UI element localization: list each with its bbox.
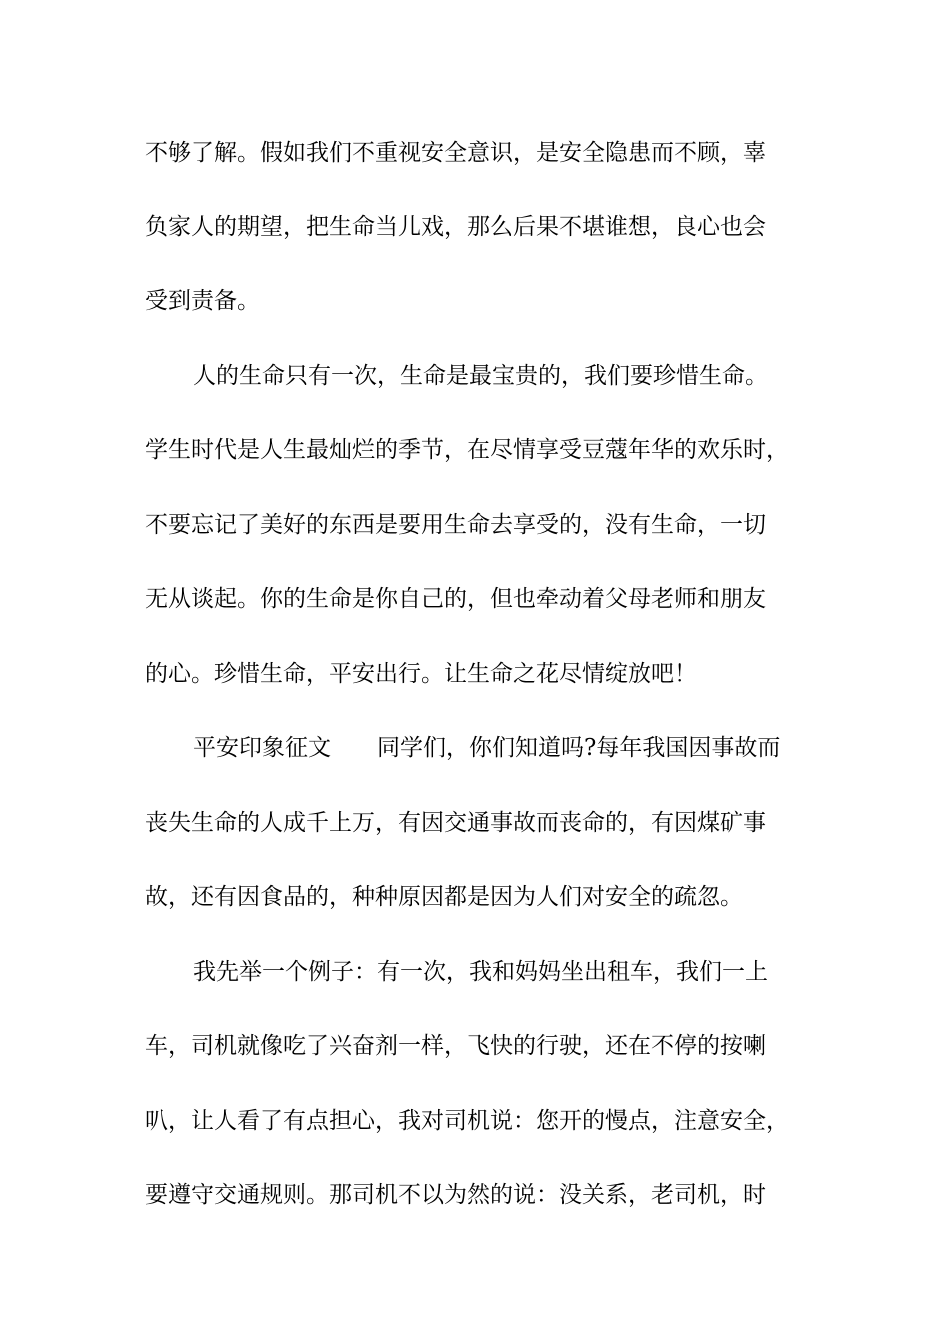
text-line: 故，还有因食品的，种种原因都是因为人们对安全的疏忽。 <box>145 884 743 910</box>
text-line: 丧失生命的人成千上万，有因交通事故而丧命的，有因煤矿事 <box>145 810 766 836</box>
text-segment: 同学们，你们知道吗?每年我国因事故而 <box>377 735 781 761</box>
essay-title: 平安印象征文 <box>193 735 331 761</box>
text-line: 人的生命只有一次，生命是最宝贵的，我们要珍惜生命。 <box>193 363 768 389</box>
text-line: 叭，让人看了有点担心，我对司机说：您开的慢点，注意安全， <box>145 1108 789 1134</box>
text-line: 学生时代是人生最灿烂的季节，在尽情享受豆蔻年华的欢乐时， <box>145 437 789 463</box>
text-line: 车，司机就像吃了兴奋剂一样，飞快的行驶，还在不停的按喇 <box>145 1033 766 1059</box>
text-line: 的心。珍惜生命，平安出行。让生命之花尽情绽放吧！ <box>145 661 697 687</box>
text-line: 受到责备。 <box>145 288 260 314</box>
text-line: 要遵守交通规则。那司机不以为然的说：没关系，老司机，时 <box>145 1182 766 1208</box>
text-line: 不要忘记了美好的东西是要用生命去享受的，没有生命，一切 <box>145 512 766 538</box>
text-line: 负家人的期望，把生命当儿戏，那么后果不堪谁想，良心也会 <box>145 214 766 240</box>
text-line: 不够了解。假如我们不重视安全意识，是安全隐患而不顾，辜 <box>145 140 766 166</box>
text-line <box>193 728 810 768</box>
text-line: 无从谈起。你的生命是你自己的，但也牵动着父母老师和朋友 <box>145 586 766 612</box>
text-line: 我先举一个例子：有一次，我和妈妈坐出租车，我们一上 <box>193 959 768 985</box>
